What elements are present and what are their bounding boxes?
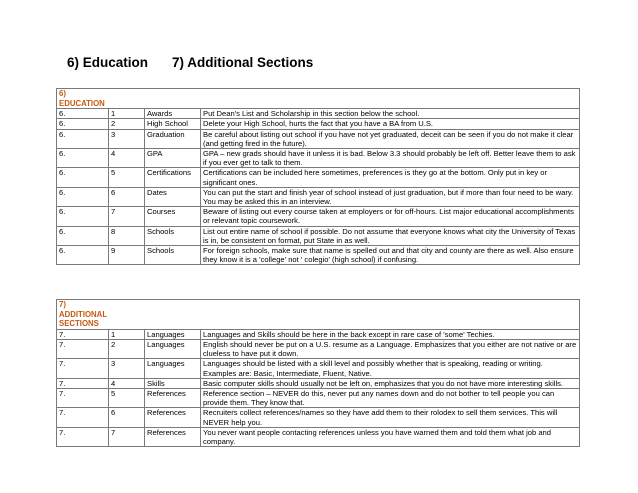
cell-topic: References — [145, 427, 201, 446]
cell-topic: Languages — [145, 339, 201, 358]
cell-section-num: 7. — [57, 378, 109, 388]
table-row — [57, 329, 580, 339]
cell-item-num: 4 — [109, 378, 145, 388]
cell-section-num: 6. — [57, 119, 109, 129]
additional-sections-heading: 7) Additional Sections — [172, 55, 314, 70]
cell-topic: Languages — [145, 359, 201, 378]
cell-advice: Beware of listing out every course taken at employers or for off-hours. List major educational accomplishments or relevant topic coursework. — [201, 207, 580, 226]
cell-topic: Courses — [145, 207, 201, 226]
additional-sections-table — [56, 299, 580, 447]
table-row — [57, 129, 580, 148]
table-row — [57, 226, 580, 245]
table-row — [57, 149, 580, 168]
section-headings — [0, 55, 638, 75]
cell-item-num: 7 — [109, 427, 145, 446]
cell-topic: Graduation — [145, 129, 201, 148]
cell-section-num: 6. — [57, 207, 109, 226]
cell-section-num: 7. — [57, 339, 109, 358]
cell-item-num: 2 — [109, 119, 145, 129]
cell-advice: GPA – new grads should have it unless it is bad. Below 3.3 should probably be left off. Better leave them to ask if you ever get to talk to them. — [201, 149, 580, 168]
cell-section-num: 6. — [57, 149, 109, 168]
cell-section-num: 6. — [57, 187, 109, 206]
cell-item-num: 3 — [109, 359, 145, 378]
cell-advice: List out entire name of school if possible. Do not assume that everyone knows what city the University of Texas is in, be consistent on format, put State in as well. — [201, 226, 580, 245]
table-row — [57, 339, 580, 358]
cell-topic: High School — [145, 119, 201, 129]
education-section-header — [57, 89, 580, 109]
table-row — [57, 427, 580, 446]
cell-item-num: 3 — [109, 129, 145, 148]
table-row — [57, 109, 580, 119]
cell-section-num: 6. — [57, 226, 109, 245]
cell-section-num: 6. — [57, 129, 109, 148]
cell-advice: Basic computer skills should usually not be left on, emphasizes that you do not have more interesting skills. — [201, 378, 580, 388]
cell-topic: Languages — [145, 329, 201, 339]
table-row — [57, 359, 580, 378]
education-section-label: 6) EDUCATION — [57, 89, 580, 109]
cell-section-num: 6. — [57, 168, 109, 187]
cell-section-num: 7. — [57, 359, 109, 378]
cell-advice: You never want people contacting references unless you have warned them and told them what job and company. — [201, 427, 580, 446]
cell-section-num: 6. — [57, 246, 109, 265]
table-row — [57, 408, 580, 427]
cell-topic: Schools — [145, 226, 201, 245]
cell-advice: Reference section – NEVER do this, never put any names down and do not bother to tell people you can provide them. They know that. — [201, 389, 580, 408]
cell-item-num: 5 — [109, 168, 145, 187]
cell-advice: Languages should be listed with a skill level and possibly whether that is speaking, reading or writing. Examples are: Basic, Intermediate, Fluent, Native. — [201, 359, 580, 378]
table-row — [57, 389, 580, 408]
cell-item-num: 1 — [109, 109, 145, 119]
cell-item-num: 6 — [109, 187, 145, 206]
cell-item-num: 2 — [109, 339, 145, 358]
cell-advice: For foreign schools, make sure that name is spelled out and that city and county are there as well. Also ensure they know it is a 'college' not ' colegio' (high school) if confusing. — [201, 246, 580, 265]
cell-advice: Delete your High School, hurts the fact that you have a BA from U.S. — [201, 119, 580, 129]
education-table — [56, 88, 580, 265]
cell-section-num: 6. — [57, 109, 109, 119]
cell-item-num: 8 — [109, 226, 145, 245]
table-row — [57, 168, 580, 187]
cell-advice: Recruiters collect references/names so they have add them to their rolodex to sell them services. This will NEVER help you. — [201, 408, 580, 427]
table-row — [57, 246, 580, 265]
cell-topic: References — [145, 389, 201, 408]
cell-item-num: 6 — [109, 408, 145, 427]
table-row — [57, 187, 580, 206]
cell-topic: Dates — [145, 187, 201, 206]
cell-topic: Skills — [145, 378, 201, 388]
additional-section-header — [57, 300, 580, 330]
table-row — [57, 119, 580, 129]
cell-topic: References — [145, 408, 201, 427]
cell-section-num: 7. — [57, 389, 109, 408]
cell-topic: Certifications — [145, 168, 201, 187]
table-row — [57, 207, 580, 226]
cell-advice: English should never be put on a U.S. resume as a Language. Emphasizes that you either are not native or are clueless to have put it down. — [201, 339, 580, 358]
cell-section-num: 7. — [57, 408, 109, 427]
cell-item-num: 7 — [109, 207, 145, 226]
cell-topic: GPA — [145, 149, 201, 168]
cell-item-num: 9 — [109, 246, 145, 265]
education-heading: 6) Education — [67, 55, 149, 70]
cell-section-num: 7. — [57, 329, 109, 339]
cell-item-num: 5 — [109, 389, 145, 408]
cell-advice: Put Dean's List and Scholarship in this section below the school. — [201, 109, 580, 119]
cell-advice: Languages and Skills should be here in the back except in rare case of 'some' Techies. — [201, 329, 580, 339]
cell-topic: Awards — [145, 109, 201, 119]
additional-section-label: 7) ADDITIONAL SECTIONS — [57, 300, 580, 330]
cell-advice: You can put the start and finish year of school instead of just graduation, but if more than four need to be wary. You may be asked this in an interview. — [201, 187, 580, 206]
cell-topic: Schools — [145, 246, 201, 265]
cell-item-num: 4 — [109, 149, 145, 168]
cell-advice: Certifications can be included here sometimes, preferences is they go at the bottom. Only put in key or significant ones. — [201, 168, 580, 187]
cell-item-num: 1 — [109, 329, 145, 339]
cell-section-num: 7. — [57, 427, 109, 446]
cell-advice: Be careful about listing out school if you have not yet graduated, deceit can be seen if you do not make it clear (and getting fired in the future). — [201, 129, 580, 148]
table-row — [57, 378, 580, 388]
